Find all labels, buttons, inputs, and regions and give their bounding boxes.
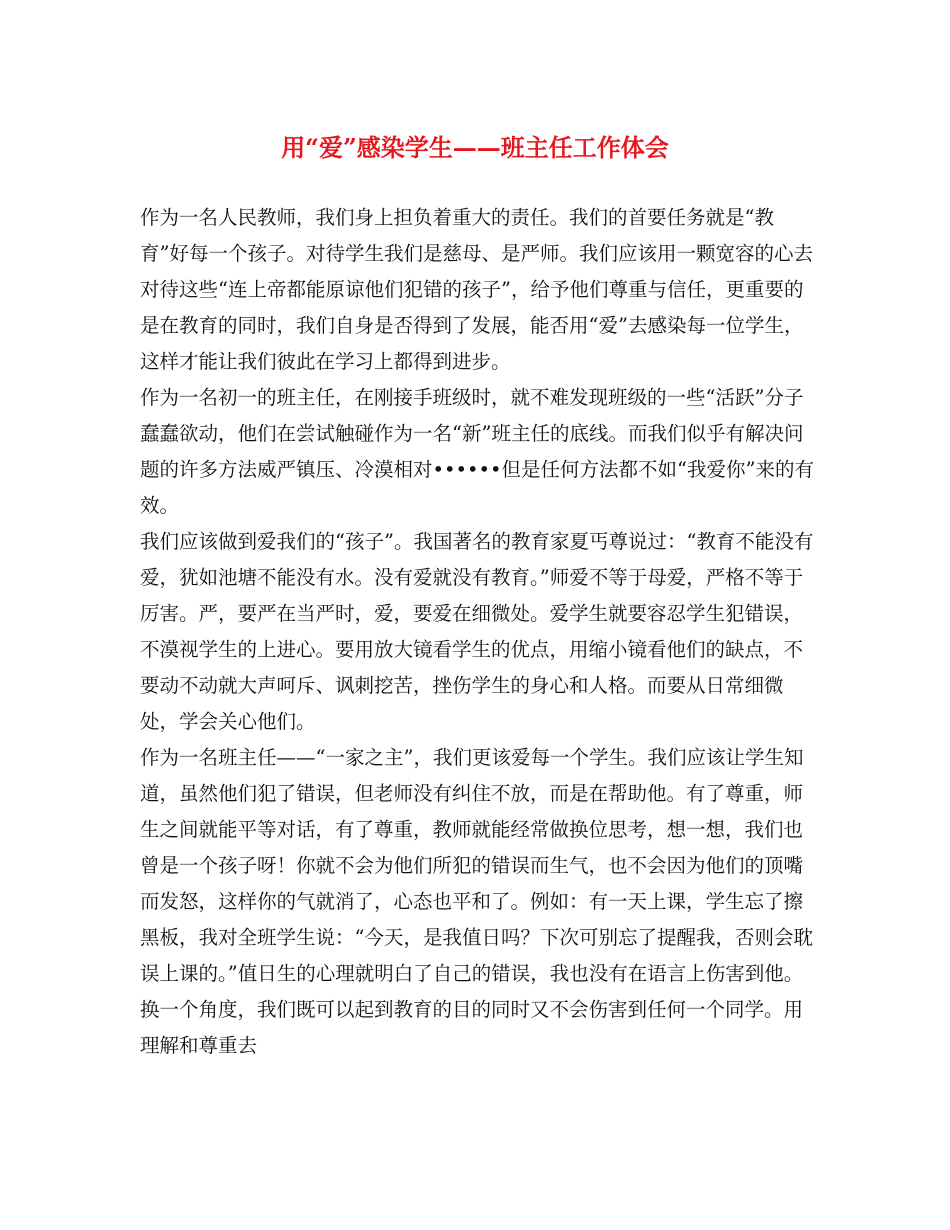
- paragraph-3: 我们应该做到爱我们的“孩子”。我国著名的教育家夏丐尊说过：“教育不能没有爱，犹如池塘不能没有水。没有爱就没有教育。”师爱不等于母爱，严格不等于厉害。严，要严在当严时，爱，要爱在细微处。爱学生就要容忍学生犯错误，不漠视学生的上进心。要用放大镜看学生的优点，用缩小镜看他们的缺点，不要动不动就大声呵斥、讽刺挖苦，挫伤学生的身心和人格。而要从日常细微处，学会关心他们。: [140, 530, 814, 733]
- paragraph-4: 作为一名班主任——“一家之主”，我们更该爱每一个学生。我们应该让学生知道，虽然他们犯了错误，但老师没有纠住不放，而是在帮助他。有了尊重，师生之间就能平等对话，有了尊重，教师就能经常做换位思考，想一想，我们也曾是一个孩子呀！你就不会为他们所犯的错误而生气，也不会因为他们的顶嘴而发怒，这样你的气就消了，心态也平和了。例如：有一天上课，学生忘了擦黑板，我对全班学生说：“今天，是我值日吗？下次可别忘了提醒我，否则会耽误上课的。”值日生的心理就明白了自己的错误，我也没有在语言上伤害到他。换一个角度，我们既可以起到教育的目的同时又不会伤害到任何一个同学。用理解和尊重去: [140, 746, 813, 1057]
- paragraph-2: 作为一名初一的班主任，在刚接手班级时，就不难发现班级的一些“活跃”分子蠢蠢欲动，他们在尝试触碰作为一名“新”班主任的底线。而我们似乎有解决问题的许多方法威严镇压、冷漠相对••••••但是任何方法都不如“我爱你”来的有效。: [140, 386, 814, 517]
- document-body: [140, 200, 820, 1064]
- document-title: 用“爱”感染学生——班主任工作体会: [281, 133, 669, 162]
- paragraph-1: 作为一名人民教师，我们身上担负着重大的责任。我们的首要任务就是“教育”好每一个孩子。对待学生我们是慈母、是严师。我们应该用一颗宽容的心去对待这些“连上帝都能原谅他们犯错的孩子”，给予他们尊重与信任，更重要的是在教育的同时，我们自身是否得到了发展，能否用“爱”去感染每一位学生，这样才能让我们彼此在学习上都得到进步。: [140, 206, 813, 373]
